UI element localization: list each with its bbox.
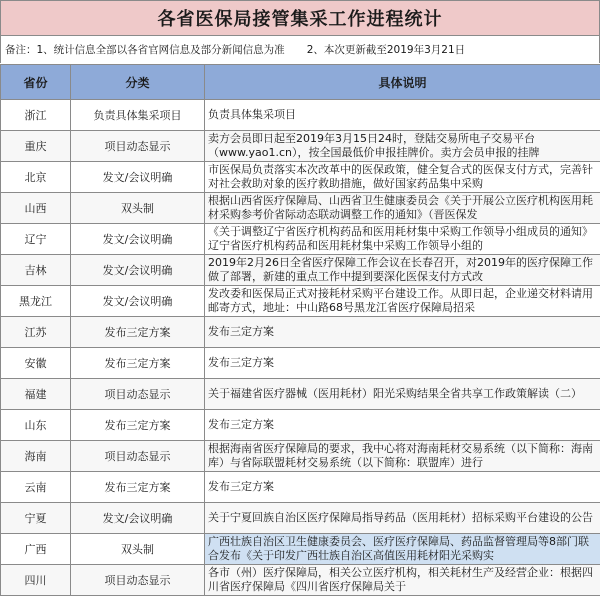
table-row [1,100,600,131]
progress-table [0,64,600,596]
cell-category: 发文/会议明确 [71,286,205,317]
table-row [1,503,600,534]
cell-category: 项目动态显示 [71,441,205,472]
table-row [1,193,600,224]
cell-detail [205,441,600,472]
cell-detail [205,224,600,255]
cell-category: 发布三定方案 [71,317,205,348]
cell-detail [205,410,600,441]
cell-detail [205,100,600,131]
cell-detail-text: 市医保局负责落实本次改革中的医保政策，健全复合式的医保支付方式，完善针对社会救助对象的医疗救助措施，做好国家药品集中采购 [208,163,593,190]
note-bar [0,36,600,63]
cell-detail [205,317,600,348]
cell-province: 辽宁 [1,224,71,255]
header-detail: 具体说明 [205,65,600,100]
table-row [1,534,600,565]
cell-province: 北京 [1,162,71,193]
cell-detail-text: 关于宁夏回族自治区医疗保障局指导药品（医用耗材）招标采购平台建设的公告 [208,511,593,524]
cell-category: 项目动态显示 [71,379,205,410]
cell-detail-text: 根据海南省医疗保障局的要求，我中心将对海南耗材交易系统（以下简称：海南库）与省际联盟耗材交易系统（以下简称：联盟库）进行 [208,442,593,469]
cell-category: 项目动态显示 [71,131,205,162]
cell-detail-text: 负责具体集采项目 [208,108,296,121]
cell-detail-text: 广西壮族自治区卫生健康委员会、医疗医疗保障局、药品监督管理局等8部门联合发布《关于印发广西壮族自治区高值医用耗材阳光采购实 [208,535,589,562]
cell-province: 广西 [1,534,71,565]
cell-province: 黑龙江 [1,286,71,317]
header-province: 省份 [1,65,71,100]
header-category: 分类 [71,65,205,100]
cell-province: 江苏 [1,317,71,348]
cell-category: 发文/会议明确 [71,255,205,286]
cell-province: 山西 [1,193,71,224]
cell-detail-text: 根据山西省医疗保障局、山西省卫生健康委员会《关于开展公立医疗机构医用耗材采购参考价省际动态联动调整工作的通知》（晋医保发 [208,194,593,221]
cell-detail [205,348,600,379]
cell-detail-text: 发改委和医保局正式对接耗材采购平台建设工作。从即日起，企业递交材料请用邮寄方式，地址：中山路68号黑龙江省医疗保障局招采 [208,287,593,314]
cell-province: 海南 [1,441,71,472]
cell-detail [205,131,600,162]
cell-category: 发文/会议明确 [71,224,205,255]
cell-detail [205,565,600,596]
table-row [1,162,600,193]
cell-category: 发文/会议明确 [71,503,205,534]
table-row [1,565,600,596]
note-prefix: 备注： [5,44,37,56]
cell-detail-text: 《关于调整辽宁省医疗机构药品和医用耗材集中采购工作领导小组成员的通知》辽宁省医疗机构药品和医用耗材集中采购工作领导小组的 [208,225,593,252]
cell-detail [205,162,600,193]
cell-detail-text: 发布三定方案 [208,418,274,431]
cell-detail [205,255,600,286]
cell-detail-text: 关于福建省医疗器械（医用耗材）阳光采购结果全省共享工作政策解读（二） [208,387,582,400]
cell-category: 双头制 [71,193,205,224]
page-title: 各省医保局接管集采工作进程统计 [0,0,600,36]
cell-category: 发布三定方案 [71,348,205,379]
cell-detail [205,503,600,534]
table-header-row [1,65,600,100]
cell-detail [205,286,600,317]
cell-province: 宁夏 [1,503,71,534]
cell-detail-text: 发布三定方案 [208,356,274,369]
cell-detail [205,379,600,410]
cell-detail [205,534,600,565]
cell-province: 浙江 [1,100,71,131]
table-body [1,100,600,596]
note-item-1: 1、统计信息全部以各省官网信息及部分新闻信息为准 [36,44,285,56]
cell-detail-text: 各市（州）医疗保障局，相关公立医疗机构，相关耗材生产及经营企业：根据四川省医疗保障局《四川省医疗保障局关于 [208,566,593,593]
cell-province: 吉林 [1,255,71,286]
cell-province: 重庆 [1,131,71,162]
cell-category: 双头制 [71,534,205,565]
table-row [1,410,600,441]
cell-province: 四川 [1,565,71,596]
cell-category: 负责具体集采项目 [71,100,205,131]
cell-province: 安徽 [1,348,71,379]
cell-detail [205,472,600,503]
cell-province: 山东 [1,410,71,441]
cell-province: 福建 [1,379,71,410]
cell-category: 发文/会议明确 [71,162,205,193]
cell-category: 项目动态显示 [71,565,205,596]
cell-province: 云南 [1,472,71,503]
cell-category: 发布三定方案 [71,472,205,503]
table-row [1,348,600,379]
cell-detail [205,193,600,224]
table-row [1,317,600,348]
table-row [1,472,600,503]
table-row [1,441,600,472]
table-row [1,224,600,255]
table-row [1,286,600,317]
cell-detail-text: 发布三定方案 [208,325,274,338]
table-row [1,131,600,162]
note-item-2: 2、本次更新截至2019年3月21日 [306,44,466,56]
cell-category: 发布三定方案 [71,410,205,441]
cell-detail-text: 发布三定方案 [208,480,274,493]
table-row [1,379,600,410]
cell-detail-text: 卖方会员即日起至2019年3月15日24时，登陆交易所电子交易平台（www.yao1.cn），按全国最低价申报挂牌价。卖方会员申报的挂牌 [208,132,540,159]
table-row [1,255,600,286]
cell-detail-text: 2019年2月26日全省医疗保障工作会议在长春召开，对2019年的医疗保障工作做了部署，新建的重点工作中提到要深化医保支付方式改 [208,256,593,283]
